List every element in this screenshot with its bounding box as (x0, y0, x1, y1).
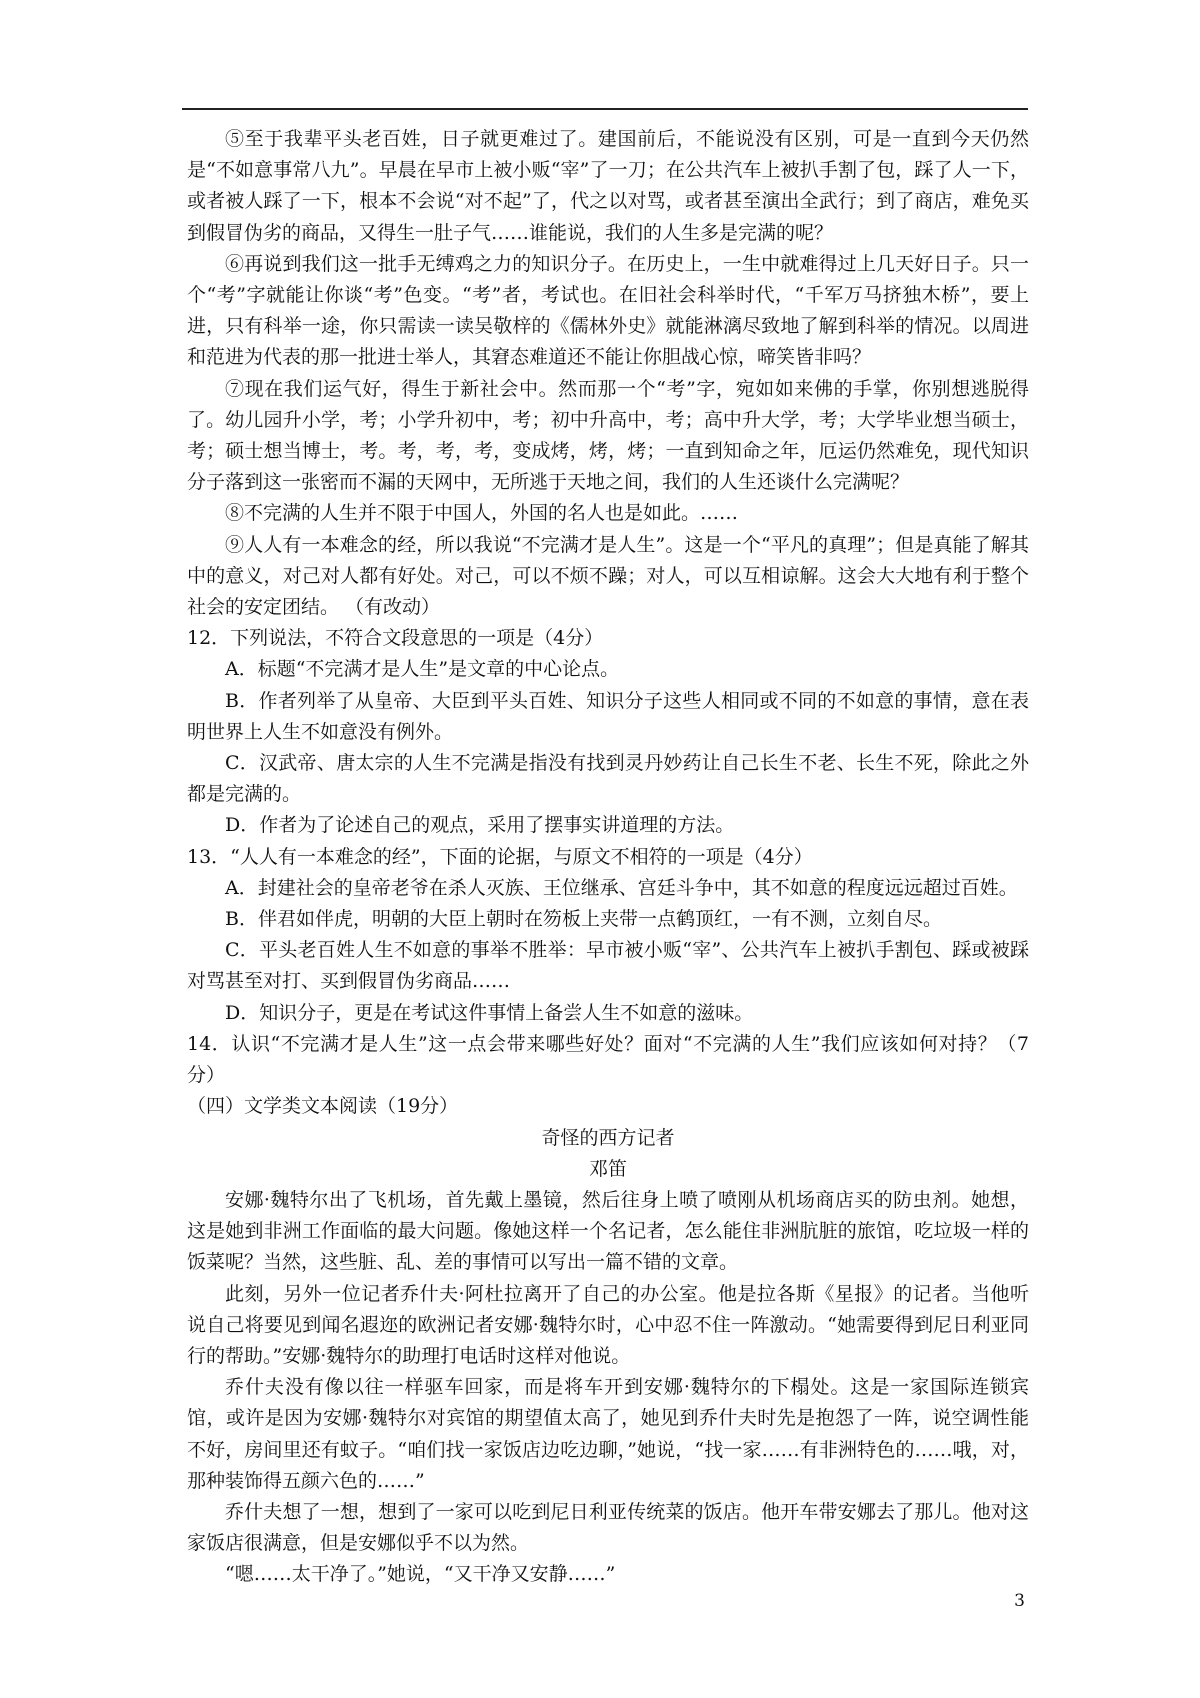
question-12-option-b: B．作者列举了从皇帝、大臣到平头百姓、知识分子这些人相同或不同的不如意的事情，意在表明世界上人生不如意没有例外。 (187, 689, 1029, 743)
story-author: 邓笛 (588, 1157, 627, 1180)
question-13-option-a: A．封建社会的皇帝老爷在杀人灭族、王位继承、宫廷斗争中，其不如意的程度远远超过百姓。 (225, 876, 1018, 899)
paragraph-9: ⑨人人有一本难念的经，所以我说“不完满才是人生”。这是一个“平凡的真理”；但是真能了解其中的意义，对己对人都有好处。对己，可以不烦不躁；对人，可以互相谅解。这会大大地有利于整个社会的安定团结。 （有改动） (187, 533, 1029, 619)
question-13-option-b: B．伴君如伴虎，明朝的大臣上朝时在笏板上夹带一点鹤顶红，一有不测，立刻自尽。 (225, 908, 942, 931)
page-number: 3 (1014, 1591, 1025, 1611)
story-paragraph-5: “嗯……太干净了。”她说，“又干净又安静……” (225, 1563, 616, 1586)
question-12-option-a: A．标题“不完满才是人生”是文章的中心论点。 (225, 658, 620, 681)
question-12-stem: 12．下列说法，不符合文段意思的一项是（4分） (187, 627, 604, 650)
question-12-option-d: D．作者为了论述自己的观点，采用了摆事实讲道理的方法。 (225, 814, 735, 837)
header-rule (182, 108, 1028, 110)
question-13-option-d: D．知识分子，更是在考试这件事情上备尝人生不如意的滋味。 (225, 1001, 754, 1024)
story-paragraph-1: 安娜·魏特尔出了飞机场，首先戴上墨镜，然后往身上喷了喷刚从机场商店买的防虫剂。她想，这是她到非洲工作面临的最大问题。像她这样一个名记者，怎么能住非洲肮脏的旅馆，吃垃圾一样的饭菜呢？当然，这些脏、乱、差的事情可以写出一篇不错的文章。 (187, 1188, 1029, 1274)
paragraph-8: ⑧不完满的人生并不限于中国人，外国的名人也是如此。…… (225, 502, 739, 525)
page-content (187, 124, 1029, 1591)
story-title: 奇怪的西方记者 (541, 1126, 675, 1149)
section-4-heading: （四）文学类文本阅读（19分） (187, 1095, 459, 1118)
paragraph-7: ⑦现在我们运气好，得生于新社会中。然而那一个“考”字，宛如如来佛的手掌，你别想逃脱得了。幼儿园升小学，考；小学升初中，考；初中升高中，考；高中升大学，考；大学毕业想当硕士，考；硕士想当博士，考。考，考，考，变成烤，烤，烤；一直到知命之年，厄运仍然难免，现代知识分子落到这一张密而不漏的天网中，无所逃于天地之间，我们的人生还谈什么完满呢？ (187, 377, 1029, 494)
story-paragraph-2: 此刻，另外一位记者乔什夫·阿杜拉离开了自己的办公室。他是拉各斯《星报》的记者。当他听说自己将要见到闻名遐迩的欧洲记者安娜·魏特尔时，心中忍不住一阵激动。“她需要得到尼日利亚同行的帮助。”安娜·魏特尔的助理打电话时这样对他说。 (187, 1282, 1029, 1367)
question-12-option-c: C．汉武帝、唐太宗的人生不完满是指没有找到灵丹妙药让自己长生不老、长生不死，除此之外都是完满的。 (187, 752, 1029, 806)
paragraph-6: ⑥再说到我们这一批手无缚鸡之力的知识分子。在历史上，一生中就难得过上几天好日子。只一个“考”字就能让你谈“考”色变。“考”者，考试也。在旧社会科举时代，“千军万马挤独木桥”，要上进，只有科举一途，你只需读一读吴敬梓的《儒林外史》就能淋漓尽致地了解到科举的情况。以周进和范进为代表的那一批进士举人，其窘态难道还不能让你胆战心惊，啼笑皆非吗？ (187, 252, 1029, 369)
story-paragraph-3: 乔什夫没有像以往一样驱车回家，而是将车开到安娜·魏特尔的下榻处。这是一家国际连锁宾馆，或许是因为安娜·魏特尔对宾馆的期望值太高了，她见到乔什夫时先是抱怨了一阵，说空调性能不好，房间里还有蚊子。“咱们找一家饭店边吃边聊，”她说，“找一家……有非洲特色的……哦，对，那种装饰得五颜六色的……” (187, 1376, 1029, 1492)
story-paragraph-4: 乔什夫想了一想，想到了一家可以吃到尼日利亚传统菜的饭店。他开车带安娜去了那儿。他对这家饭店很满意，但是安娜似乎不以为然。 (187, 1500, 1029, 1555)
question-13-option-c: C．平头老百姓人生不如意的事举不胜举：早市被小贩“宰”、公共汽车上被扒手割包、踩或被踩对骂甚至对打、买到假冒伪劣商品…… (187, 939, 1029, 993)
paragraph-5: ⑤至于我辈平头老百姓，日子就更难过了。建国前后，不能说没有区别，可是一直到今天仍然是“不如意事常八九”。早晨在早市上被小贩“宰”了一刀；在公共汽车上被扒手割了包，踩了人一下，或者被人踩了一下，根本不会说“对不起”了，代之以对骂，或者甚至演出全武行；到了商店，难免买到假冒伪劣的商品，又得生一肚子气……谁能说，我们的人生多是完满的呢？ (187, 128, 1029, 244)
question-14-stem: 14．认识“不完满才是人生”这一点会带来哪些好处？面对“不完满的人生”我们应该如何对持？（7分） (187, 1032, 1029, 1087)
question-13-stem: 13．“人人有一本难念的经”，下面的论据，与原文不相符的一项是（4分） (187, 845, 813, 868)
